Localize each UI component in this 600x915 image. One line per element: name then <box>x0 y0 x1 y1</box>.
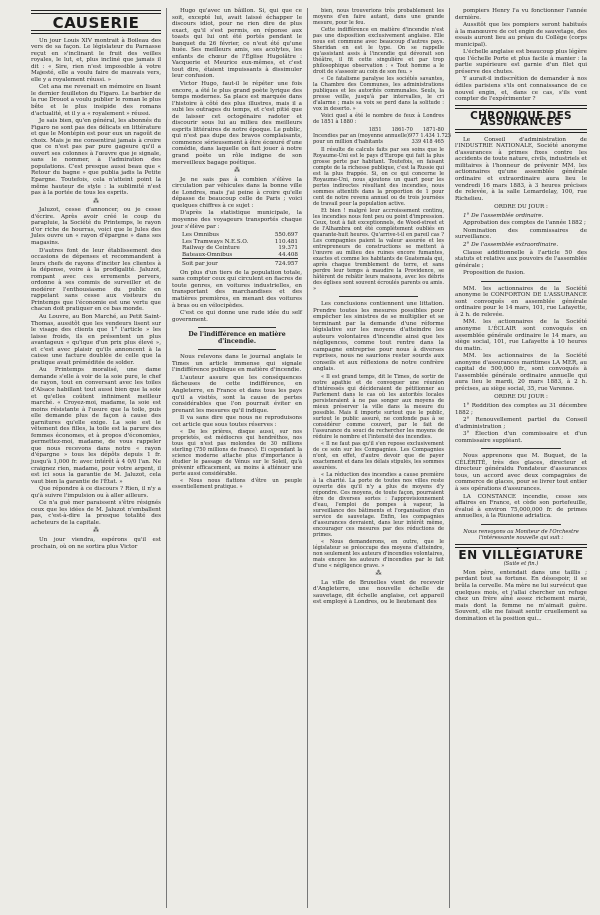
table-row: Incendies par an (moyenne annuelle) 977 1.434 1.725 <box>313 133 452 139</box>
section-rule <box>455 129 587 133</box>
table-row: Les Omnibus 550.697 <box>182 232 298 239</box>
column-paragraph: pompiers Henry l'a vu fonctionner l'année dernière. <box>455 8 587 21</box>
column-paragraph: Le Conseil d'administration de l'INDUSTRIE NATIONALE, Société anonyme d'assurances à primes fixes contre les accidents de toute nature, civils, industriels et militaires à l'honneur de prévenir MM. les actionnaires qu'une assemblée générale ordinaire et extraordinaire aura lieu le vendredi 16 mars 1883, à 3 heures précises de relevée, à la salle Lemardelay, 100, rue Richelieu. <box>455 136 587 202</box>
order-item: Proposition de fusion. <box>463 270 525 277</box>
quoted-paragraph: « Nous nous flattons d'être un peuple essentiellement pratique. » <box>172 478 302 491</box>
order-of-day-heading: ORDRE DU JOUR : <box>494 394 548 401</box>
column-paragraph: bien, nous trouverions très probablement les moyens d'en faire autant, dans une grande mesure, pour le feu. <box>313 8 444 26</box>
causerie-paragraph: Je sais bien, qu'en général, les abonnés du Figaro ne sont pas des délicats en littérature et que le Montépin est pour eux un ragoût de choix. Mais je me consentirai jamais à croire que ce n'est pas par pure gageure qu'il a ouvert ses colonnes à l'œuvre que je signale, sans le nommer, à l'admiration des populations. C'est presque aussi beau que « Retour du bagne » que publia jadis la Petite Epargne. Toutefois, cela n'atteint point la même hauteur de style : la sublimité n'est pas à la portée de tous les esprits. <box>31 118 161 197</box>
column-paragraph: Nous relevons dans le journal anglais le Times un article immense qui signale l'indifférence publique en matière d'incendie. <box>172 354 302 374</box>
column-four <box>449 8 592 908</box>
separator-stars: ⁂ <box>375 570 382 578</box>
quoted-paragraph: « Il est grand temps, dit le Times, de sortir de notre apathie et de convoquer une réunion d'intéressés qui décideraient de pétitionner au Parlement dans le cas où les autorités locales persisteraient à ne pas songer aux moyens de mieux préserver la ville dans la mesure du possible. Mais il importe surtout que le public, surtout le public assuré, ne confonde pas à se considérer comme couvert, par le fait de l'assurance du souci de rechercher les moyens de réduire le nombre et l'intensité des incendies. <box>313 374 444 441</box>
column-paragraph: MM. les actionnaires de la Société anonyme L'ÉCLAIR sont convoqués en assemblée générale ordinaire le 14 mars, au siège social, 101, rue Lafayette à 10 heures du matin. <box>455 319 587 352</box>
column-paragraph: L'auteur assure que les conséquences fâcheuses de cette indifférence, en Angleterre, en France et dans tous les pays qu'il a visités, sont la cause de pertes considérables que l'on pourrait éviter en prenant les mesures qu'il indique. <box>172 374 302 414</box>
quoted-paragraph: « Il ne faut pas qu'il s'en repose exclusivement de ce soin sur les Compagnies. Les Compagnies n'ont, en effet, d'autre devoir que de payer exactement et dans les délais stipulés, les sommes assurées. <box>313 441 444 472</box>
column-paragraph: « Ce fatalisme paralyse les sociétés savantes, la Chambre des Communes, les administrations publiques et les autorités communales. Seuls, la presse veille, jusqu'à par intervalles, le cri d'alarme ; mais sa voix se perd dans la solitude : vox in deserto. » <box>313 76 444 112</box>
table-row: Railway de Ceinture 19.371 <box>182 245 298 252</box>
column-paragraph: Je ne sais pas à combien s'élève la circulation par véhicules dans la bonne ville de Londres, mais j'ai peine à croire qu'elle dépasse de beaucoup celle de Paris ; voici quelques chiffres à ce sujet : <box>172 176 302 209</box>
section-rule <box>455 105 587 109</box>
fire-stats-table <box>313 127 452 145</box>
order-of-day-heading: ORDRE DU JOUR : <box>494 204 548 211</box>
causerie-title: CAUSERIE <box>52 14 140 32</box>
column-paragraph: D'après la statistique municipale, la moyenne des voyageurs transportés chaque jour s'élève par : <box>172 210 302 230</box>
divider <box>481 281 560 282</box>
column-paragraph: Cette indifférence en matière d'incendie n'est pas une disposition exclusivement anglaise. Elle nous est commune avec beaucoup d'autres pays. Sheridan en est le type. On se rappelle qu'assistant assis à l'incendie qui dévorait son théâtre, il fit cette singulière et par trop philosophique observation : « Tout homme a le droit de s'asseoir au coin de son feu. » <box>313 27 444 75</box>
causerie-paragraph: Ce n'a guè mer paraissent s'être résignés ceux que les idées de M. Jaluzot n'emballent pas, c'est-à-dire la presque totalité des acheteurs de la capitale. <box>31 500 161 526</box>
column-paragraph: Il résulte de calculs faits par ses soins que le Royaume-Uni est le pays d'Europe qui fait la plus grosse perte par habitant. Toutefois, en faisant compte de la richesse publique, c'est la Russie qui est la plus frappée. Si, on ce qui concerne le Royaume-Uni, nous ajoutons un quart pour les pertes indirectes résultant des incendies, nous sommes attentifs dans la proportion de 1 pour cent de notre revenu annuel ou de trois journées de travail pour la population active. <box>313 147 444 207</box>
column-three <box>307 8 452 908</box>
divider <box>481 524 560 525</box>
transport-table <box>182 232 298 268</box>
causerie-paragraph: Cet ana me revenait en mémoire en lisant le dernier feuilleton du Figaro. Le barbier de la rue Drouot a voulu publier le roman le plus bête et le plus insipide des romans d'actualité, et il y a « royalement » réussi. <box>31 84 161 117</box>
order-item: 1° Reddition des comptes au 31 décembre 1882 ; <box>455 402 587 416</box>
column-paragraph: Hugo qu'avec un bâillon. Si, qui que ce soit, excepté lui, avait laissé échapper le discours idiot, pour ne rien dire de plus exact, qu'il s'est permis, en réponse aux toasts qui lui ont été portés pendant le banquet du 26 février, ce n'eut été qu'une huée. Ses meilleurs amis, ses acolytes, les enfants de chœur de l'Église Hugolâtre : Vacquerie et Meurice eux-mêmes, et c'est tout dire, étaient impuissants à dissimuler leur confusion. <box>172 8 302 80</box>
table-total-row: Soit par jour 724.957 <box>182 261 298 268</box>
order-item: Approbation des comptes de l'année 1882 ; <box>463 220 586 227</box>
causerie-paragraph: Jaluzot, cesse d'annoncer, ou je cesse d'écrire. Après avoir créé le coup du parapluie, la Société du Printemps, le rayon d'or riche de hourras, voici que le Jules des Jules ouvre un « rayon d'épargne » dans ses magasins. <box>31 207 161 246</box>
causerie-paragraph: Un jour viendra, espérons qu'il est prochain, où on ne sortira plus Victor <box>31 537 161 550</box>
causerie-paragraph: Que répondre à ce discours ? Rien, il n'y a qu'à suivre l'impulsion ou à aller ailleurs. <box>31 486 161 499</box>
column-paragraph: Et bien ! malgré leur accroissement continu, les incendies nous font peu ou point d'impression. Ceux, tout à fait exceptionnels, de Wood-street et de l'Alhambra ont été complètement oubliés en quarante-huit heures. Qu'arrive-t-il en pareil cas ? Les compagnies paient la valeur assurée et les entrepreneurs de constructions se mettent à l'œuvre au milieu des ruines encore fumantes, exactes et comme les habitants de Guatemala qui, après chaque tremblement de terre, et sans perdre leur temps à maudire la Providence, se hâtèrent de rebâtir leurs maisons, avec les débris des églises sont souvent écroulés parents ou amis. » <box>313 208 444 292</box>
assurances-title: CHRONIQUE DES ASSURANCES <box>470 109 572 129</box>
column-paragraph: C'est ce qui donne une rude idée du self government. <box>172 310 302 323</box>
divider <box>481 448 560 449</box>
column-paragraph: La ville de Bruxelles vient de recevoir d'Angleterre, une nouvelle échelle de sauvetage, dit échelle anglaise, cet appareil est employé à Londres, ou le lieutenant des <box>313 579 444 606</box>
order-item: Nomination des commissaires de surveillance. <box>455 227 587 241</box>
column-paragraph: Nous apprenons que M. Buquet, de la CÉLÉRITÉ, très des glaces, directeur et directeur généraldu Fondateur d'assurances tous, un accord avec deux compagnies de commerce de glaces, pour se livrer tout entier à ses opérations d'assurances. <box>455 453 587 492</box>
order-item: 1° De l'assemblée ordinaire. <box>463 212 544 219</box>
column-paragraph: MM. les actionnaires de la Société anonyme d'assurances maritimes LA MER, au capital de 500,000 fr., sont convoqués à l'assemblée générale ordinaire annuelle qui aura lieu le mardi, 20 mars 1883, à 2 h. précises, au siège social, 35, rue Varenne. <box>455 353 587 392</box>
causerie-paragraph: Au Printemps moralisé, une dame demande s'elle à voir de la soie pure, le chef de rayon, tout en conversant avec les toiles d'Alsace habillant tout aussi bien que la soie et qu'elles coûtent infiniment meilleur marché. « Croyez-moi, madame, la soie est moins résistante à l'usure que la toile, puis elle demande plus de façon à cause des garnitures qu'elle exige. La soie est le vêtement des filles, la toile est la parure des femmes économes, et à propos d'économies, permettez-moi, madame, de vous rappeler que nous recevons dans notre « rayon d'épargne » tous les dépôts depuis 1 fr. jusqu'à 1,000 fr. avec intérêt à 4 0/0 l'an. Ne craignez rien, madame, pour votre argent, il est ici sous la garantie de M. Jaluzot, cela vaut bien la garantie de l'État. » <box>31 367 161 485</box>
separator-stars: ⁂ <box>234 167 240 175</box>
causerie-paragraph: Un jour Louis XIV montrait à Boileau des vers de sa façon. Le législateur du Parnasse reçut en s'inclinant le fruit des veilles royales, le lut, et, plus incliné que jamais il dit : « Sire, rien n'est impossible à votre Majesté, elle a voulu faire de mauvais vers, elle y a royalement réussi. » <box>31 37 161 83</box>
separator-stars: ⁂ <box>93 197 99 205</box>
column-paragraph: Victor Hugo, faut-il le répéter une fois encore, a été le plus grand poète lyrique des temps modernes. Sa place est marquée dans l'histoire à côté des plus illustres, mais il a subi les outrages du temps, et c'est pitié que de laisser cet octogénaire radoter et discourir sous lui au milieu des meilleurs esprits littéraires de notre époque. Le public, qui n'est pas dupe des bravos complaisants, commence sérieusement à être écœuré d'une comédie, dans laquelle on fait jouer à notre grand poète un rôle indigne de son merveilleux bagage poétique. <box>172 81 302 166</box>
column-paragraph: Les conclusions contiennent une littation. Prendre toutes les mesures possibles pour empêcher les sinistres de se multiplier et se terminant par la demande d'une réforme législative sur les moyens d'atteindre les auteurs volontaires d'incendie ainsi que les négligences, comme tout rentre dans la campagne entreprise pour nous à diverses reprises, nous ne saurions rester sourds aux conseils et aux réflexions de notre confrère anglais. <box>313 301 444 373</box>
separator-stars: ⁂ <box>93 527 99 535</box>
causerie-paragraph: D'autres font de leur établissement des occasions de dépenses et recommandent à leurs chefs de rayons d'inciter les clientes à la dépense, voire à la prodigalité. Jaluzot, rompant avec ces errements pervers, ordonne à ses commis de surveiller et de modérer l'enthousiasme du public en rappelant sans cesse aux visiteurs du Printemps que l'économie est une vertu que chacun doit pratiquer en ce bas monde. <box>31 247 161 313</box>
order-item: 2° Renouvellement partiel du Conseil d'administration ; <box>455 417 587 430</box>
column-paragraph: Y aurait-il indiscrétion de demander à nos édiles parisiens s'ils ont connaissance de ce nouvel engin, et, dans ce cas, s'ils vont compter de l'expérimenter ? <box>455 76 587 103</box>
table-row: Les Tramways N.E.S.O. 110.481 <box>182 238 298 245</box>
column-paragraph: MM. les actionnaires de la Société anonyme le CONFORTON DE L'ASSURANCE sont convoqués en assemblée générale ordinaire pour le 14 mars, 101, rue Lafayette, à 2 h. de relevée. <box>455 285 587 318</box>
villegiature-subtitle: (Suite et fin.) <box>503 561 539 568</box>
column-paragraph: L'échelle anglaise est beaucoup plus légère que l'échelle Porte et plus facile à manier : la partie supérieure est garnie d'un filet qui préserve des chutes. <box>455 49 587 75</box>
column-paragraph: Mon père, entendait dans une taillis ; perdant tout sa fortune. En désespoir, il se brûla la cervelle. Ma mère ne lui survécut que quelques mois, et j'allai chercher un refuge chez un frère aîné assez richement marié, mais dont la femme ne m'aimait guère. Souvent, elle me faisait sentir cruellement sa domination et la position qui... <box>455 569 587 622</box>
villegiature-note: Nous renvoyons au Moniteur de l'Orchestre l'intéressante nouvelle qui suit : <box>463 528 579 542</box>
divider <box>198 349 276 350</box>
column-paragraph: LA CONSTANCE incendie, cesse ses affaires en France, et cède son portefeuille, évalué à environ 75,000,000 fr. de primes annuelles, à la Riunione adriatica. <box>455 493 587 520</box>
divider <box>198 327 276 328</box>
table-row: Bateaux-Omnibus 44.408 <box>182 251 298 258</box>
section-title-incendie: De l'indifférence en matière d'incendie. <box>188 331 286 345</box>
column-paragraph: On plus d'un tiers de la population totale, sans compter ceux qui circulent en fiacres de toute genres, en voitures industrielles, en transportant des marchandises et des matières premières, en menant des voitures à bras ou en vélocipèdes. <box>172 269 302 309</box>
order-item: Clause additionnelle à l'article 50 des statuts et relative aux pouvoirs de l'assemblée générale ; <box>455 249 587 269</box>
quoted-paragraph: « La réduction des incendies a cause première à la charité. La porte de toutes nos villes reste ouverte dès qu'il n'y a plus de moyens d'y répondre. Ces moyens, de toute façon, pourraient être de diverses sortes : l'approvisionnement d'eau, l'emploi de pompes à vapeur, la surveillance des bâtiments et l'organisation d'un service de sauvetage. Enfin, les compagnies d'assurances devraient, dans leur intérêt même, encourager ces mesures par des réductions de primes. <box>313 472 444 539</box>
stats-header: 1851 1861-70 1871-80 <box>368 127 444 133</box>
column-causerie <box>26 8 166 908</box>
quoted-paragraph: « De les prières, disque aussi, sur nos proprietés, est médiocres qui hendréthos, nos tous qui n'est pas molondes de 30 millions sterling (750 millions de francs). Ei cependant la science moderne attache plus d'importance à étudier le passage de Vénus sur le Soleil, qu'à prévenir efficacement, au moins à atténuer une perte aussi considérable. <box>172 429 302 478</box>
villegiature-title: EN VILLÉGIATURE <box>458 547 584 562</box>
column-paragraph: Aussitôt que les pompiers seront habitués à la manœuvre de cet engin de sauvetage, des essais auront lieu au préau du Collège (corps municipal). <box>455 22 587 48</box>
table-row: pour un million d'habitants 339 418 465 <box>313 139 444 145</box>
order-item: 3° Élection d'un commissaire et d'un commissaire suppléant. <box>455 431 587 444</box>
quoted-paragraph: « Nous demanderons, en outre, que le législateur se préoccupe des moyens d'atteindre, non seulement les auteurs d'incendies volontaires, mais encore les auteurs d'incendies par le fait d'une « négligence grave. » <box>313 539 444 570</box>
order-item: 2° De l'assemblée extraordinaire. <box>463 241 559 248</box>
column-two <box>166 8 307 908</box>
causerie-paragraph: Au Louvre, au Bon Marché, au Petit Saint-Thomas, aussitôt que les vendeurs lisent sur le visage des clients que 1° l'article » les laisse froids, ils en présentent un plus avantageux « qu'ique d'un prix plus élevé », et c'est avec plaisir qu'ils annoncent à la caisse une facture doublée de celle que la pratique avait préméditée de solder. <box>31 313 161 366</box>
divider <box>339 296 418 297</box>
column-paragraph: Voici quel a été le nombre de feux à Londres de 1851 à 1880 : <box>313 113 444 125</box>
column-paragraph: Il va sans dire que nous ne reproduisons cet article que sous toutes réserves : <box>172 415 302 428</box>
